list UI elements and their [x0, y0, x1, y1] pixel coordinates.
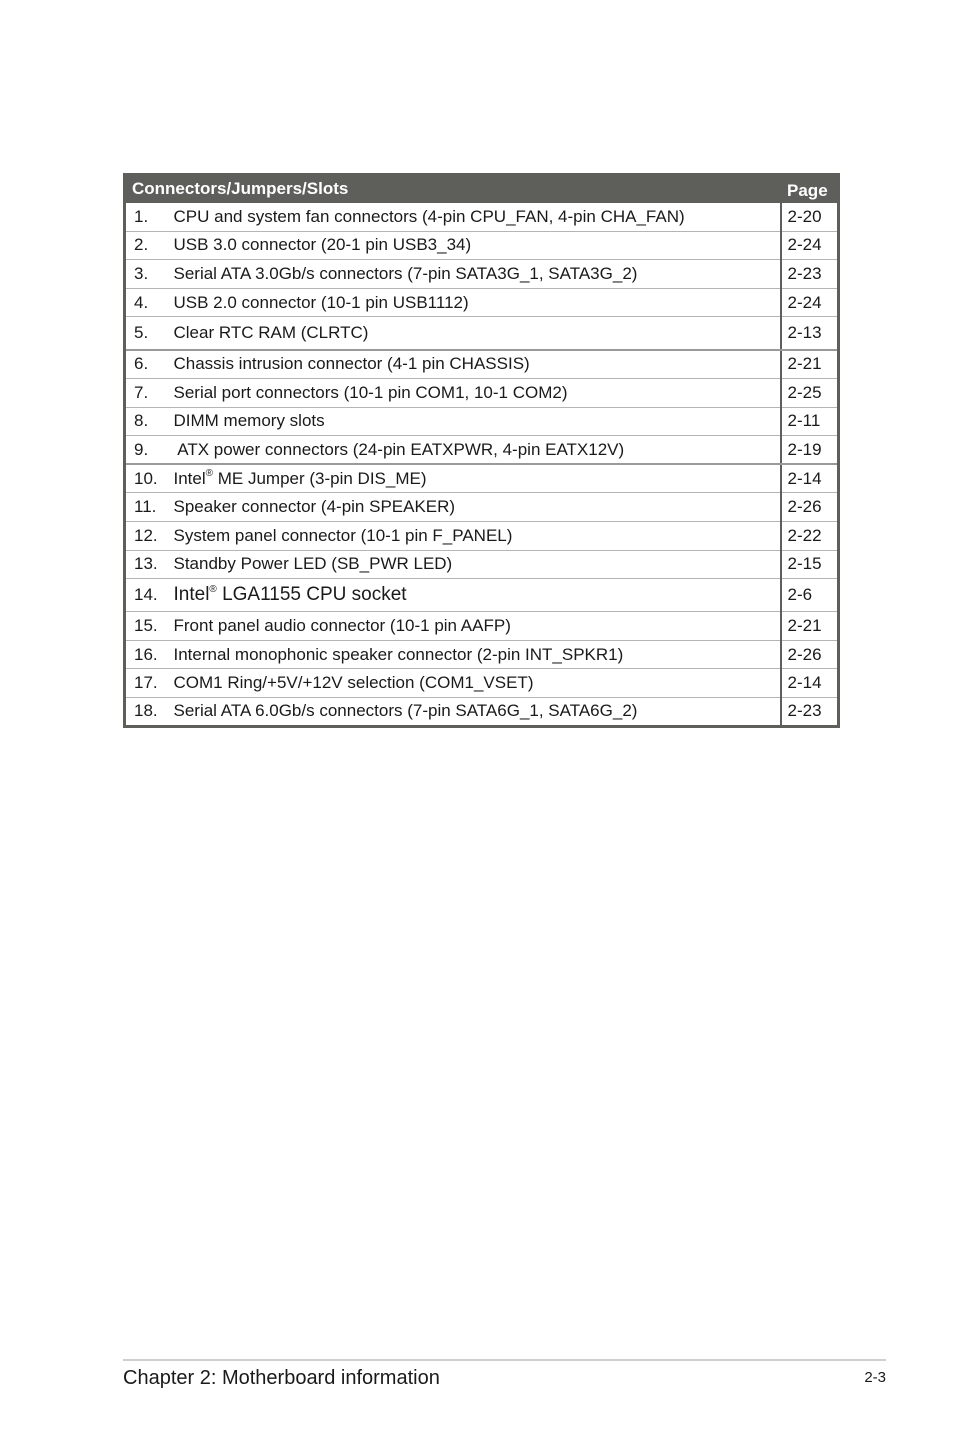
row-number: 2. — [125, 231, 168, 260]
row-description: Chassis intrusion connector (4-1 pin CHASSIS) — [168, 350, 781, 379]
table-row — [125, 521, 839, 550]
row-page: 2-21 — [781, 350, 839, 379]
row-description: Front panel audio connector (10-1 pin AAFP) — [168, 612, 781, 641]
desc-brand: Intel — [173, 584, 210, 606]
row-description: Standby Power LED (SB_PWR LED) — [168, 550, 781, 579]
table-row — [125, 697, 839, 726]
row-number: 4. — [125, 288, 168, 317]
row-description: Clear RTC RAM (CLRTC) — [168, 317, 781, 350]
row-description — [168, 464, 781, 493]
connectors-table — [123, 173, 840, 728]
row-number: 13. — [125, 550, 168, 579]
row-number: 17. — [125, 669, 168, 698]
row-number: 5. — [125, 317, 168, 350]
row-number: 11. — [125, 493, 168, 522]
header-page: Page — [781, 175, 839, 203]
row-number: 7. — [125, 378, 168, 407]
desc-rest: ME Jumper (3-pin DIS_ME) — [213, 468, 427, 488]
table-row — [125, 260, 839, 289]
row-page: 2-20 — [781, 203, 839, 232]
footer-chapter-title: Chapter 2: Motherboard information — [123, 1367, 440, 1389]
row-number: 14. — [125, 579, 168, 612]
header-connectors: Connectors/Jumpers/Slots — [132, 179, 349, 199]
row-number: 6. — [125, 350, 168, 379]
row-page: 2-24 — [781, 231, 839, 260]
row-number: 3. — [125, 260, 168, 289]
table-row — [125, 640, 839, 669]
row-description: Internal monophonic speaker connector (2-pin INT_SPKR1) — [168, 640, 781, 669]
desc-brand: Intel — [173, 468, 206, 488]
row-description: USB 2.0 connector (10-1 pin USB1112) — [168, 288, 781, 317]
registered-mark: ® — [205, 468, 214, 480]
table-row — [125, 231, 839, 260]
table-row — [125, 493, 839, 522]
table-row — [125, 550, 839, 579]
footer-divider — [123, 1359, 886, 1361]
row-number: 12. — [125, 521, 168, 550]
table-row — [125, 464, 839, 493]
row-description: Serial port connectors (10-1 pin COM1, 10-1 COM2) — [168, 378, 781, 407]
row-page: 2-14 — [781, 669, 839, 698]
row-number: 10. — [125, 464, 168, 493]
footer-page-number: 2-3 — [864, 1369, 886, 1386]
row-page: 2-25 — [781, 378, 839, 407]
row-page: 2-26 — [781, 493, 839, 522]
table-row — [125, 288, 839, 317]
table-row — [125, 612, 839, 641]
row-page: 2-19 — [781, 436, 839, 465]
table-row — [125, 317, 839, 350]
table-row — [125, 378, 839, 407]
row-page: 2-14 — [781, 464, 839, 493]
row-page: 2-21 — [781, 612, 839, 641]
table-row — [125, 407, 839, 436]
row-description: Serial ATA 6.0Gb/s connectors (7-pin SATA6G_1, SATA6G_2) — [173, 701, 638, 721]
row-page: 2-6 — [781, 579, 839, 612]
row-description — [168, 579, 781, 612]
row-description: CPU and system fan connectors (4-pin CPU_FAN, 4-pin CHA_FAN) — [168, 203, 781, 232]
row-page: 2-23 — [781, 260, 839, 289]
table-row — [125, 579, 839, 612]
table-row — [125, 669, 839, 698]
row-page: 2-22 — [781, 521, 839, 550]
row-number: 9. — [125, 436, 168, 465]
row-description: ATX power connectors (24-pin EATXPWR, 4-pin EATX12V) — [168, 436, 781, 465]
row-page: 2-11 — [781, 407, 839, 436]
table-row — [125, 350, 839, 379]
row-description: DIMM memory slots — [168, 407, 781, 436]
registered-mark: ® — [209, 583, 217, 595]
row-description: COM1 Ring/+5V/+12V selection (COM1_VSET) — [168, 669, 781, 698]
row-number: 18. — [134, 701, 158, 721]
row-number: 16. — [125, 640, 168, 669]
row-page: 2-13 — [781, 317, 839, 350]
row-description: Serial ATA 3.0Gb/s connectors (7-pin SATA3G_1, SATA3G_2) — [168, 260, 781, 289]
row-number: 1. — [125, 203, 168, 232]
row-description: USB 3.0 connector (20-1 pin USB3_34) — [168, 231, 781, 260]
row-number: 8. — [125, 407, 168, 436]
table-header-row — [125, 175, 839, 203]
row-page: 2-23 — [781, 697, 839, 726]
table-row — [125, 436, 839, 465]
row-description: System panel connector (10-1 pin F_PANEL) — [168, 521, 781, 550]
row-description: Speaker connector (4-pin SPEAKER) — [168, 493, 781, 522]
row-page: 2-24 — [781, 288, 839, 317]
desc-rest: LGA1155 CPU socket — [216, 584, 407, 606]
row-page: 2-15 — [781, 550, 839, 579]
row-page: 2-26 — [781, 640, 839, 669]
table-row — [125, 203, 839, 232]
row-number: 15. — [125, 612, 168, 641]
